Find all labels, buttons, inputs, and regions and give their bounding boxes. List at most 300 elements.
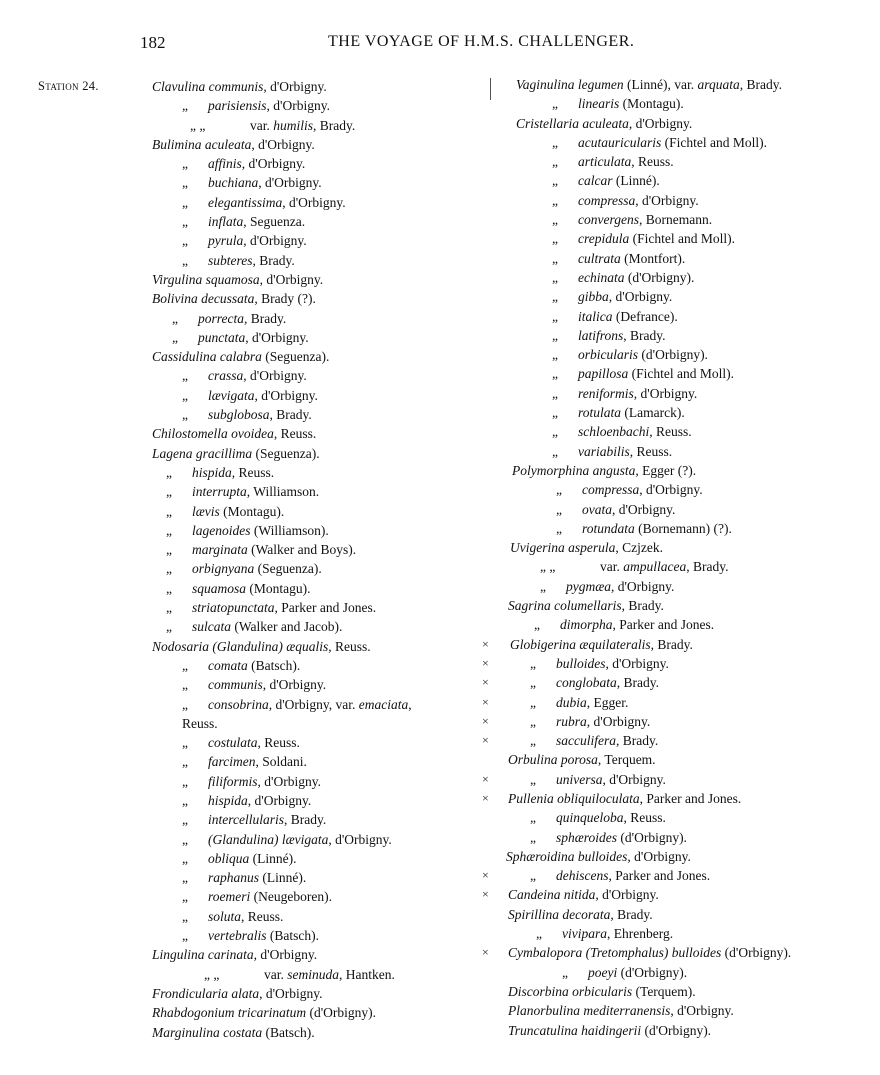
ditto-mark: „ — [552, 96, 558, 112]
species-entry — [496, 924, 866, 943]
species-authority: (Walker and Jacob). — [231, 619, 343, 635]
species-name: echinata — [578, 269, 625, 285]
ditto-mark: „ — [182, 928, 188, 944]
ditto-mark: „ — [182, 908, 188, 924]
species-name: Marginulina costata — [152, 1024, 263, 1040]
species-name: articulata — [578, 154, 632, 170]
species-entry — [152, 289, 482, 308]
variety-name: ampullacea — [623, 559, 687, 575]
species-authority: , Brady. — [616, 733, 659, 749]
species-authority: , d'Orbigny. — [259, 271, 324, 287]
species-name: roemeri — [208, 889, 251, 905]
species-entry — [482, 789, 866, 808]
species-entry — [496, 249, 866, 268]
species-entry — [496, 461, 866, 480]
species-entry — [496, 750, 866, 769]
species-entry — [152, 251, 482, 270]
ditto-mark: „ — [536, 926, 542, 942]
ditto-mark: „ — [552, 212, 558, 228]
ditto-mark: „ — [182, 812, 188, 828]
species-name: conglobata — [556, 675, 617, 691]
species-entry — [152, 830, 482, 849]
species-authority: , Reuss. — [623, 810, 666, 826]
species-entry — [152, 656, 482, 675]
species-authority: , Bornemann. — [638, 212, 713, 228]
species-entry — [152, 386, 482, 405]
ditto-mark: „ — [182, 677, 188, 693]
species-authority: (Batsch). — [262, 1024, 315, 1040]
species-authority: , d'Orbigny. — [608, 289, 673, 305]
species-authority: , d'Orbigny. — [253, 947, 318, 963]
ditto-mark: „ — [552, 347, 558, 363]
species-entry — [496, 905, 866, 924]
species-name: intercellularis — [208, 812, 284, 828]
species-authority: , d'Orbigny. — [611, 578, 675, 594]
species-entry — [152, 695, 482, 714]
species-authority: (Defrance). — [612, 308, 678, 324]
page-number: 182 — [140, 33, 166, 52]
variety-authority: , Brady. — [686, 559, 729, 575]
species-entry — [482, 943, 866, 962]
species-name: poeyi — [588, 964, 618, 980]
species-authority: Reuss. — [182, 715, 218, 731]
species-authority: (Linné). — [249, 850, 297, 866]
species-authority: , Czjzek. — [615, 540, 663, 556]
species-entry — [152, 96, 482, 115]
species-entry — [482, 770, 866, 789]
species-name: vertebralis — [208, 928, 267, 944]
occurrence-mark: × — [482, 636, 489, 651]
species-name: ovata — [582, 501, 612, 517]
species-entry — [152, 135, 482, 154]
ditto-mark: „ — [172, 310, 178, 326]
species-authority: , Reuss. — [328, 638, 371, 654]
species-name: hispida — [192, 464, 232, 480]
species-entry — [152, 810, 482, 829]
species-name: Pullenia obliquiloculata — [508, 790, 640, 806]
species-authority: , Reuss. — [273, 426, 317, 442]
variety-authority: , — [408, 696, 412, 712]
species-authority: , d'Orbigny. — [251, 136, 315, 152]
species-authority: , Reuss. — [629, 443, 673, 459]
station-label: Station 24. — [38, 79, 99, 93]
occurrence-mark: × — [482, 945, 489, 960]
species-authority: var. — [264, 966, 288, 982]
species-entry — [152, 733, 482, 752]
species-name: marginata — [192, 542, 248, 558]
species-name: Cristellaria aculeata — [516, 115, 629, 131]
species-name: universa — [556, 771, 603, 787]
species-name: cultrata — [578, 250, 621, 266]
species-entry — [496, 171, 866, 190]
species-name: linearis — [578, 96, 620, 112]
species-authority: (d'Orbigny). — [624, 269, 695, 285]
species-authority: , d'Orbigny. — [262, 677, 327, 693]
ditto-mark: „ — [552, 192, 558, 208]
species-name: Clavulina communis — [152, 79, 264, 94]
ditto-mark: „ — [182, 754, 188, 770]
species-authority: , Reuss. — [257, 735, 300, 751]
species-authority: , Parker and Jones. — [639, 790, 742, 806]
species-entry — [152, 926, 482, 945]
species-entry — [482, 635, 866, 654]
species-entry — [152, 907, 482, 926]
ditto-mark: „ — [182, 156, 188, 172]
species-authority: , d'Orbigny. — [245, 329, 309, 345]
ditto-mark: „ — [552, 231, 558, 247]
occurrence-mark: × — [482, 868, 489, 883]
ditto-mark: „ — [182, 194, 188, 210]
species-name: lævigata — [208, 387, 255, 403]
ditto-mark: „ — [530, 655, 536, 671]
species-name: Vaginulina legumen — [516, 77, 624, 92]
species-entry — [152, 482, 482, 501]
ditto-mark: „ — [182, 889, 188, 905]
species-entry — [152, 405, 482, 424]
species-authority: , d'Orbigny. — [243, 368, 307, 384]
species-entry — [152, 752, 482, 771]
species-authority: , d'Orbigny. — [254, 387, 318, 403]
occurrence-mark: × — [482, 655, 489, 670]
ditto-mark: „ — [182, 792, 188, 808]
species-authority: var. — [250, 117, 274, 133]
species-name: gibba — [578, 289, 609, 305]
species-authority: (Fichtel and Moll). — [661, 134, 767, 150]
species-authority: , Brady. — [252, 252, 295, 268]
species-name: Nodosaria (Glandulina) æqualis — [152, 638, 329, 654]
species-name: italica — [578, 308, 613, 324]
species-authority: (Walker and Boys). — [247, 542, 357, 558]
ditto-mark: „ — [182, 98, 188, 114]
species-entry — [152, 502, 482, 521]
species-authority: (Lamarck). — [621, 405, 685, 421]
species-authority: (Montfort). — [620, 250, 686, 266]
ditto-mark: „ — [166, 464, 172, 480]
species-authority: (Williamson). — [250, 522, 329, 538]
species-name: sulcata — [192, 619, 231, 635]
species-authority: , d'Orbigny. — [241, 156, 306, 172]
species-name: Sagrina columellaris — [508, 598, 622, 614]
species-name: porrecta — [198, 310, 244, 326]
species-name: Lingulina carinata — [152, 947, 254, 963]
species-name: Spirillina decorata — [508, 906, 611, 922]
species-name: acutauricularis — [578, 134, 662, 150]
species-name: compressa — [578, 192, 636, 208]
species-authority: (d'Orbigny). — [638, 347, 708, 363]
species-name: calcar — [578, 173, 613, 189]
species-name: striatopunctata — [192, 600, 275, 616]
species-name: Cassidulina calabra — [152, 349, 262, 365]
species-authority: , Brady. — [650, 636, 693, 652]
species-entry — [152, 424, 482, 443]
species-name: papillosa — [578, 366, 629, 382]
species-name: compressa — [582, 482, 640, 498]
ditto-mark: „ — [182, 368, 188, 384]
species-name: squamosa — [192, 580, 247, 596]
ditto-mark: „ — [166, 542, 172, 558]
species-authority: (Seguenza). — [254, 561, 322, 577]
ditto-mark: „ „ — [204, 966, 220, 982]
species-name: rotundata — [582, 520, 635, 536]
species-entry — [496, 519, 866, 538]
species-authority: , Ehrenberg. — [607, 926, 674, 942]
species-name: bulloides — [556, 655, 606, 671]
species-name: pyrula — [208, 233, 244, 249]
species-authority: (Linné). — [612, 173, 660, 189]
species-authority: , Parker and Jones. — [608, 868, 711, 884]
species-name: rotulata — [578, 405, 622, 421]
species-name: obliqua — [208, 850, 250, 866]
species-entry — [152, 637, 482, 656]
species-name: orbignyana — [192, 561, 255, 577]
species-name: Virgulina squamosa — [152, 271, 260, 287]
species-entry — [496, 384, 866, 403]
species-entry — [496, 963, 866, 982]
ditto-mark: „ — [530, 713, 536, 729]
ditto-mark: „ — [182, 831, 188, 847]
ditto-mark: „ — [552, 366, 558, 382]
ditto-mark: „ — [182, 214, 188, 230]
species-authority: , Soldani. — [255, 754, 307, 770]
species-name: inflata — [208, 214, 244, 230]
ditto-mark: „ — [182, 773, 188, 789]
species-entry — [152, 328, 482, 347]
species-name: Cymbalopora (Tretomphalus) bulloides — [508, 945, 722, 961]
running-title: THE VOYAGE OF H.M.S. CHALLENGER. — [328, 33, 635, 50]
species-entry — [496, 1001, 866, 1020]
occurrence-mark: × — [482, 790, 489, 805]
ditto-mark: „ — [552, 308, 558, 324]
species-authority: , Williamson. — [246, 484, 320, 500]
species-authority: (d'Orbigny). — [641, 1022, 712, 1038]
species-entry — [496, 808, 866, 827]
species-name: hispida — [208, 792, 248, 808]
ditto-mark: „ — [166, 619, 172, 635]
species-authority: (d'Orbigny). — [721, 945, 792, 961]
ditto-mark: „ — [530, 675, 536, 691]
species-entry — [496, 538, 866, 557]
species-entry — [152, 617, 482, 636]
species-entry — [152, 463, 482, 482]
species-entry — [496, 577, 866, 596]
species-authority: , Terquem. — [597, 752, 656, 768]
species-authority: , d'Orbigny. — [263, 79, 327, 94]
species-name: elegantissima — [208, 194, 283, 210]
species-entry — [496, 422, 866, 441]
species-entry — [496, 847, 866, 866]
species-name: Orbulina porosa — [508, 752, 598, 768]
species-name: (Glandulina) lævigata — [208, 831, 329, 847]
species-name: quinqueloba — [556, 810, 624, 826]
left-column — [152, 77, 482, 1042]
species-entry — [496, 191, 866, 210]
ditto-mark: „ — [552, 327, 558, 343]
species-entry — [152, 675, 482, 694]
species-authority: , Parker and Jones. — [274, 600, 377, 616]
species-entry — [496, 557, 866, 576]
species-entry — [152, 154, 482, 173]
species-name: punctata — [198, 329, 246, 345]
species-entry — [152, 212, 482, 231]
species-entry — [496, 326, 866, 345]
species-entry — [496, 364, 866, 383]
species-entry — [152, 849, 482, 868]
species-authority: , d'Orbigny. — [670, 1003, 734, 1019]
species-entry — [496, 287, 866, 306]
species-entry — [152, 540, 482, 559]
species-entry — [152, 559, 482, 578]
species-entry — [496, 114, 866, 133]
species-entry — [482, 885, 866, 904]
ditto-mark: „ — [530, 829, 536, 845]
species-entry — [152, 173, 482, 192]
occurrence-mark: × — [482, 887, 489, 902]
ditto-mark: „ — [534, 617, 540, 633]
occurrence-mark: × — [482, 733, 489, 748]
ditto-mark: „ — [556, 520, 562, 536]
ditto-mark: „ „ — [540, 559, 556, 575]
species-authority: (Montagu). — [619, 96, 684, 112]
species-name: lagenoides — [192, 522, 251, 538]
ditto-mark: „ — [172, 329, 178, 345]
species-authority: , d'Orbigny. — [635, 192, 699, 208]
species-authority: , d'Orbigny. — [628, 115, 693, 131]
species-entry — [152, 366, 482, 385]
species-entry — [496, 480, 866, 499]
species-name: orbicularis — [578, 347, 639, 363]
variety-name: arquata — [697, 77, 740, 92]
species-entry — [496, 982, 866, 1001]
species-authority: , d'Orbigny. — [266, 98, 330, 114]
species-authority: , d'Orbigny. — [258, 175, 322, 191]
species-authority: , Brady. — [244, 310, 287, 326]
species-authority: (Batsch). — [266, 928, 319, 944]
species-entry — [152, 77, 482, 96]
species-authority: , d'Orbigny. — [633, 385, 698, 401]
species-name: Sphæroidina bulloides — [506, 848, 628, 864]
ditto-mark: „ — [182, 387, 188, 403]
species-entry — [496, 307, 866, 326]
right-column — [482, 75, 866, 1040]
species-name: subglobosa — [208, 407, 270, 423]
species-authority: var. — [600, 559, 624, 575]
species-entry — [496, 828, 866, 847]
occurrence-mark: × — [482, 713, 489, 728]
species-authority: , d'Orbigny. — [602, 771, 666, 787]
species-authority: , Reuss. — [649, 424, 692, 440]
species-authority: , d'Orbigny. — [257, 773, 321, 789]
species-entry — [496, 268, 866, 287]
species-entry — [482, 712, 866, 731]
species-name: parisiensis — [208, 98, 267, 114]
species-name: pygmæa — [566, 578, 611, 594]
species-entry — [482, 866, 866, 885]
species-authority: , d'Orbigny. — [586, 713, 651, 729]
species-name: costulata — [208, 735, 258, 751]
ditto-mark: „ — [166, 561, 172, 577]
species-name: crepidula — [578, 231, 630, 247]
occurrence-mark: × — [482, 771, 489, 786]
ditto-mark: „ — [182, 407, 188, 423]
variety-name: seminuda — [287, 966, 339, 982]
species-authority: , d'Orbigny. — [605, 655, 669, 671]
species-name: Chilostomella ovoidea — [152, 426, 274, 442]
species-name: soluta — [208, 908, 242, 924]
species-name: comata — [208, 657, 248, 673]
species-entry — [482, 654, 866, 673]
species-entry — [152, 444, 482, 463]
species-name: vivipara — [562, 926, 607, 942]
species-name: Discorbina orbicularis — [508, 983, 633, 999]
species-authority: (Linné), var. — [623, 77, 698, 92]
species-name: farcimen — [208, 754, 256, 770]
ditto-mark: „ — [552, 250, 558, 266]
species-name: crassa — [208, 368, 244, 384]
species-authority: (Terquem). — [632, 983, 696, 999]
ditto-mark: „ — [530, 868, 536, 884]
species-entry — [152, 1023, 482, 1042]
ditto-mark: „ — [540, 578, 546, 594]
variety-authority: , Hantken. — [339, 966, 395, 982]
species-name: raphanus — [208, 870, 260, 886]
ditto-mark: „ — [552, 405, 558, 421]
ditto-mark: „ — [556, 501, 562, 517]
ditto-mark: „ — [556, 482, 562, 498]
species-name: sacculifera — [556, 733, 616, 749]
ditto-mark: „ — [562, 964, 568, 980]
species-authority: , Brady. — [284, 812, 327, 828]
species-name: Uvigerina asperula — [510, 540, 616, 556]
species-authority: , Brady. — [269, 407, 312, 423]
species-entry — [152, 984, 482, 1003]
species-authority: , d'Orbigny. — [259, 985, 323, 1001]
ditto-mark: „ — [182, 850, 188, 866]
species-entry — [496, 615, 866, 634]
species-name: Bolivina decussata — [152, 291, 255, 307]
species-name: latifrons — [578, 327, 624, 343]
ditto-mark: „ — [552, 385, 558, 401]
ditto-mark: „ — [182, 657, 188, 673]
species-authority: , Brady. — [610, 906, 653, 922]
ditto-mark: „ — [166, 484, 172, 500]
species-entry — [152, 714, 482, 733]
species-name: buchiana — [208, 175, 259, 191]
species-authority: , Brady. — [616, 675, 659, 691]
species-entry — [482, 731, 866, 750]
ditto-mark: „ — [552, 443, 558, 459]
species-entry — [482, 673, 866, 692]
species-entry — [496, 133, 866, 152]
species-entry — [152, 347, 482, 366]
ditto-mark: „ — [182, 233, 188, 249]
species-authority: (Neugeboren). — [250, 889, 332, 905]
ditto-mark: „ — [552, 173, 558, 189]
species-entry — [496, 1021, 866, 1040]
species-authority: (Batsch). — [247, 657, 301, 673]
species-name: interrupta — [192, 484, 247, 500]
species-name: affinis — [208, 156, 242, 172]
species-entry — [152, 868, 482, 887]
species-authority: (d'Orbigny). — [617, 964, 688, 980]
species-name: Rhabdogonium tricarinatum — [152, 1005, 307, 1021]
species-entry — [496, 403, 866, 422]
species-entry — [152, 598, 482, 617]
species-authority: (Seguenza). — [261, 349, 330, 365]
species-authority: , d'Orbigny. — [595, 887, 659, 903]
species-entry — [152, 887, 482, 906]
ditto-mark: „ — [182, 175, 188, 191]
species-entry — [152, 579, 482, 598]
